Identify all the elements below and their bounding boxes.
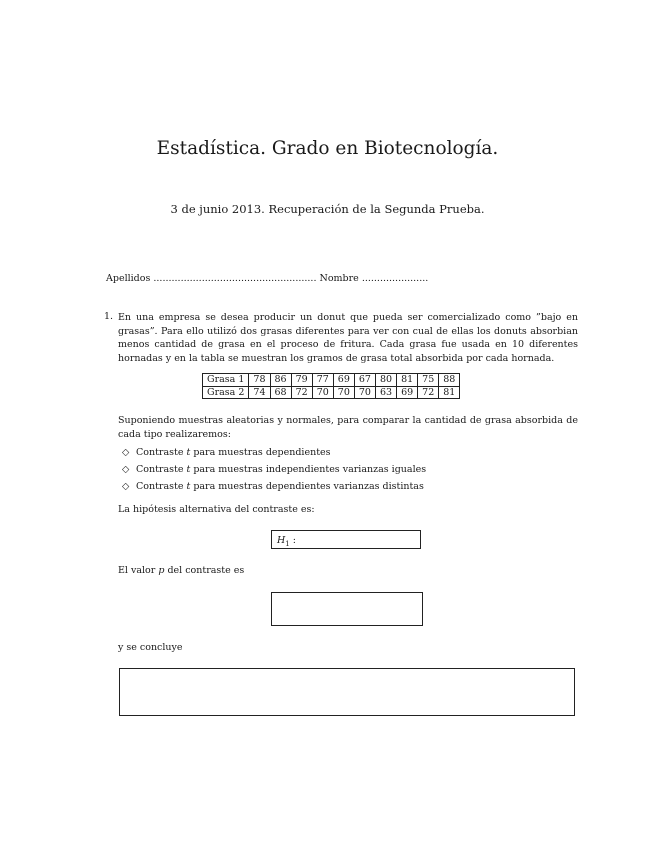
- option-dependent[interactable]: [122, 447, 331, 458]
- surname-field[interactable]: ......................................................: [153, 273, 317, 284]
- option-dependent-unequal-var[interactable]: [122, 481, 424, 492]
- table-row: [203, 374, 460, 387]
- table-cell: 75: [418, 374, 439, 387]
- row-label: Grasa 2: [203, 386, 249, 399]
- table-cell: 63: [375, 386, 396, 399]
- conclusion-box[interactable]: [119, 668, 575, 716]
- table-cell: 69: [333, 374, 354, 387]
- table-cell: 72: [291, 386, 312, 399]
- table-cell: 68: [270, 386, 291, 399]
- table-cell: 86: [270, 374, 291, 387]
- conclusion-label: y se concluye: [118, 642, 183, 653]
- table-cell: 74: [249, 386, 270, 399]
- table-cell: 69: [397, 386, 418, 399]
- data-table: [202, 373, 460, 399]
- diamond-icon: ◇: [122, 481, 130, 492]
- option-text: para muestras dependientes varianzas distintas: [190, 481, 424, 492]
- alt-hypothesis-label: La hipótesis alternativa del contraste es:: [118, 504, 315, 515]
- option-text: Contraste: [136, 447, 187, 458]
- option-variable: t: [186, 481, 191, 492]
- p-label-variable: p: [158, 565, 165, 576]
- table-cell: 77: [312, 374, 333, 387]
- table-cell: 70: [354, 386, 375, 399]
- surname-label: Apellidos: [106, 273, 151, 284]
- h1-symbol: H: [277, 535, 286, 546]
- table-cell: 88: [439, 374, 460, 387]
- table-cell: 72: [418, 386, 439, 399]
- option-text: para muestras independientes varianzas iguales: [190, 464, 427, 475]
- table-cell: 81: [439, 386, 460, 399]
- table-cell: 79: [291, 374, 312, 387]
- name-field[interactable]: ......................: [361, 273, 429, 284]
- table-row: [203, 386, 460, 399]
- diamond-icon: ◇: [122, 464, 130, 475]
- option-variable: t: [186, 447, 191, 458]
- option-independent-equal-var[interactable]: [122, 464, 426, 475]
- option-text: Contraste: [136, 481, 187, 492]
- table-cell: 80: [375, 374, 396, 387]
- option-text: para muestras dependientes: [190, 447, 331, 458]
- question-text: En una empresa se desea producir un donut que pueda ser comercializado como ”bajo en grasas”. Para ello utilizó dos grasas diferentes para ver con cual de ellas los donuts absorbian menos cantidad de grasa en el proceso de fritura. Cada grasa fue usada en 10 diferentes hornadas y en la tabla se muestran los gramos de grasa total absorbida por cada hornada.: [118, 312, 578, 364]
- option-variable: t: [186, 464, 191, 475]
- diamond-icon: ◇: [122, 447, 130, 458]
- table-cell: 70: [312, 386, 333, 399]
- option-text: Contraste: [136, 464, 187, 475]
- student-name-line: [106, 273, 428, 284]
- p-value-box[interactable]: [271, 592, 423, 626]
- table-cell: 81: [397, 374, 418, 387]
- row-label: Grasa 1: [203, 374, 249, 387]
- page-title: Estadística. Grado en Biotecnología.: [156, 138, 499, 159]
- p-value-label: [118, 565, 244, 576]
- table-cell: 70: [333, 386, 354, 399]
- table-cell: 78: [249, 374, 270, 387]
- alt-hypothesis-box[interactable]: [271, 530, 421, 549]
- question-number: 1.: [104, 311, 114, 322]
- question-prompt: Suponiendo muestras aleatorias y normales, para comparar la cantidad de grasa absorbida de cada tipo realizaremos:: [118, 415, 578, 440]
- p-label-text: El valor: [118, 565, 159, 576]
- h1-suffix: :: [289, 535, 296, 546]
- table-cell: 67: [354, 374, 375, 387]
- h1-subscript: 1: [285, 539, 290, 548]
- exam-subtitle: 3 de junio 2013. Recuperación de la Segunda Prueba.: [170, 202, 485, 216]
- name-label: Nombre: [319, 273, 359, 284]
- p-label-text: del contraste es: [164, 565, 245, 576]
